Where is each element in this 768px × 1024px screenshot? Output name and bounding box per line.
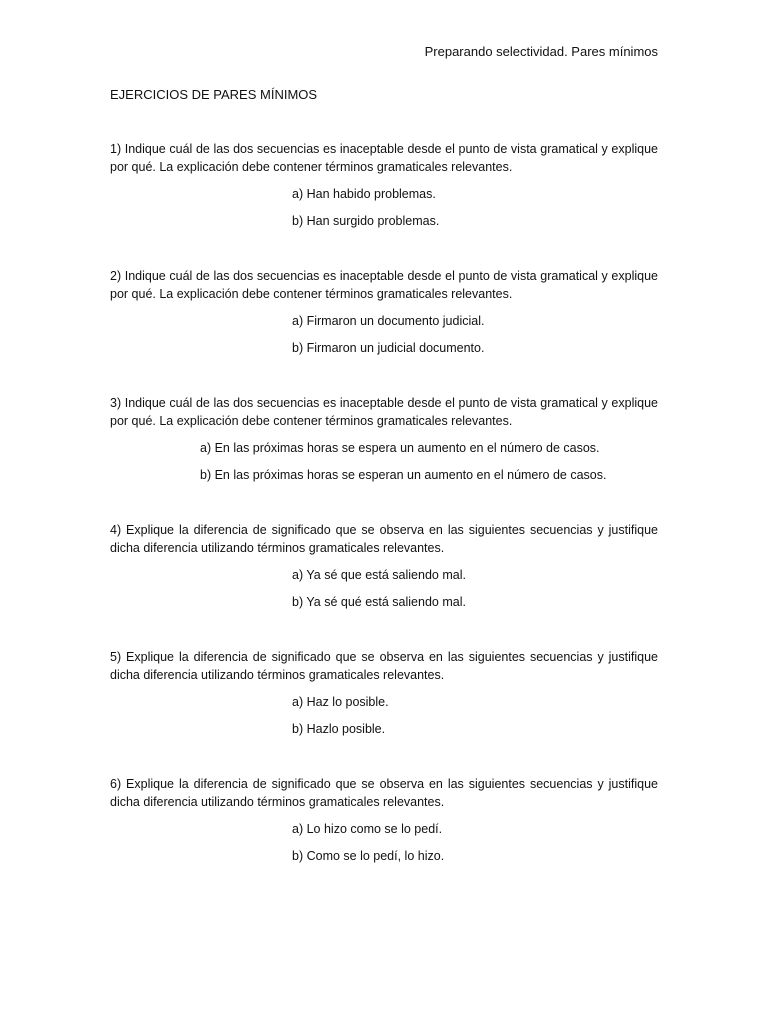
exercise-2-option-a: a) Firmaron un documento judicial. xyxy=(292,314,485,328)
exercise-5 xyxy=(110,648,658,738)
exercise-5-option-b: b) Hazlo posible. xyxy=(292,722,386,736)
exercise-2-prompt: 2) Indique cuál de las dos secuencias es inaceptable desde el punto de vista gramatical y explique por qué. La explicación debe contener términos gramaticales relevantes. xyxy=(110,269,658,301)
exercise-2-options xyxy=(110,312,658,357)
exercise-6-prompt: 6) Explique la diferencia de significado que se observa en las siguientes secuencias y justifique dicha diferencia utilizando términos gramaticales relevantes. xyxy=(110,777,658,809)
exercise-3-option-a: a) En las próximas horas se espera un aumento en el número de casos. xyxy=(200,441,600,455)
exercise-1-prompt: 1) Indique cuál de las dos secuencias es inaceptable desde el punto de vista gramatical y explique por qué. La explicación debe contener términos gramaticales relevantes. xyxy=(110,142,658,174)
exercise-6-option-a: a) Lo hizo como se lo pedí. xyxy=(292,822,443,836)
exercise-1-option-a: a) Han habido problemas. xyxy=(292,187,436,201)
exercise-3-options xyxy=(110,439,658,484)
exercise-6-options xyxy=(110,820,658,865)
exercise-4 xyxy=(110,521,658,611)
exercise-4-options xyxy=(110,566,658,611)
exercise-5-option-a: a) Haz lo posible. xyxy=(292,695,389,709)
exercise-6-option-b: b) Como se lo pedí, lo hizo. xyxy=(292,849,445,863)
exercise-1-option-b: b) Han surgido problemas. xyxy=(292,214,440,228)
running-header: Preparando selectividad. Pares mínimos xyxy=(424,44,658,59)
exercise-6 xyxy=(110,775,658,865)
exercise-3-option-b: b) En las próximas horas se esperan un aumento en el número de casos. xyxy=(200,468,607,482)
exercise-1 xyxy=(110,140,658,230)
document-title: EJERCICIOS DE PARES MÍNIMOS xyxy=(110,87,318,102)
exercise-5-options xyxy=(110,693,658,738)
exercise-2-option-b: b) Firmaron un judicial documento. xyxy=(292,341,485,355)
exercise-4-prompt: 4) Explique la diferencia de significado que se observa en las siguientes secuencias y justifique dicha diferencia utilizando términos gramaticales relevantes. xyxy=(110,523,658,555)
exercise-5-prompt: 5) Explique la diferencia de significado que se observa en las siguientes secuencias y justifique dicha diferencia utilizando términos gramaticales relevantes. xyxy=(110,650,658,682)
exercise-1-options xyxy=(110,185,658,230)
exercise-4-option-a: a) Ya sé que está saliendo mal. xyxy=(292,568,466,582)
exercise-4-option-b: b) Ya sé qué está saliendo mal. xyxy=(292,595,466,609)
exercise-3 xyxy=(110,394,658,484)
exercise-3-prompt: 3) Indique cuál de las dos secuencias es inaceptable desde el punto de vista gramatical y explique por qué. La explicación debe contener términos gramaticales relevantes. xyxy=(110,396,658,428)
exercise-2 xyxy=(110,267,658,357)
